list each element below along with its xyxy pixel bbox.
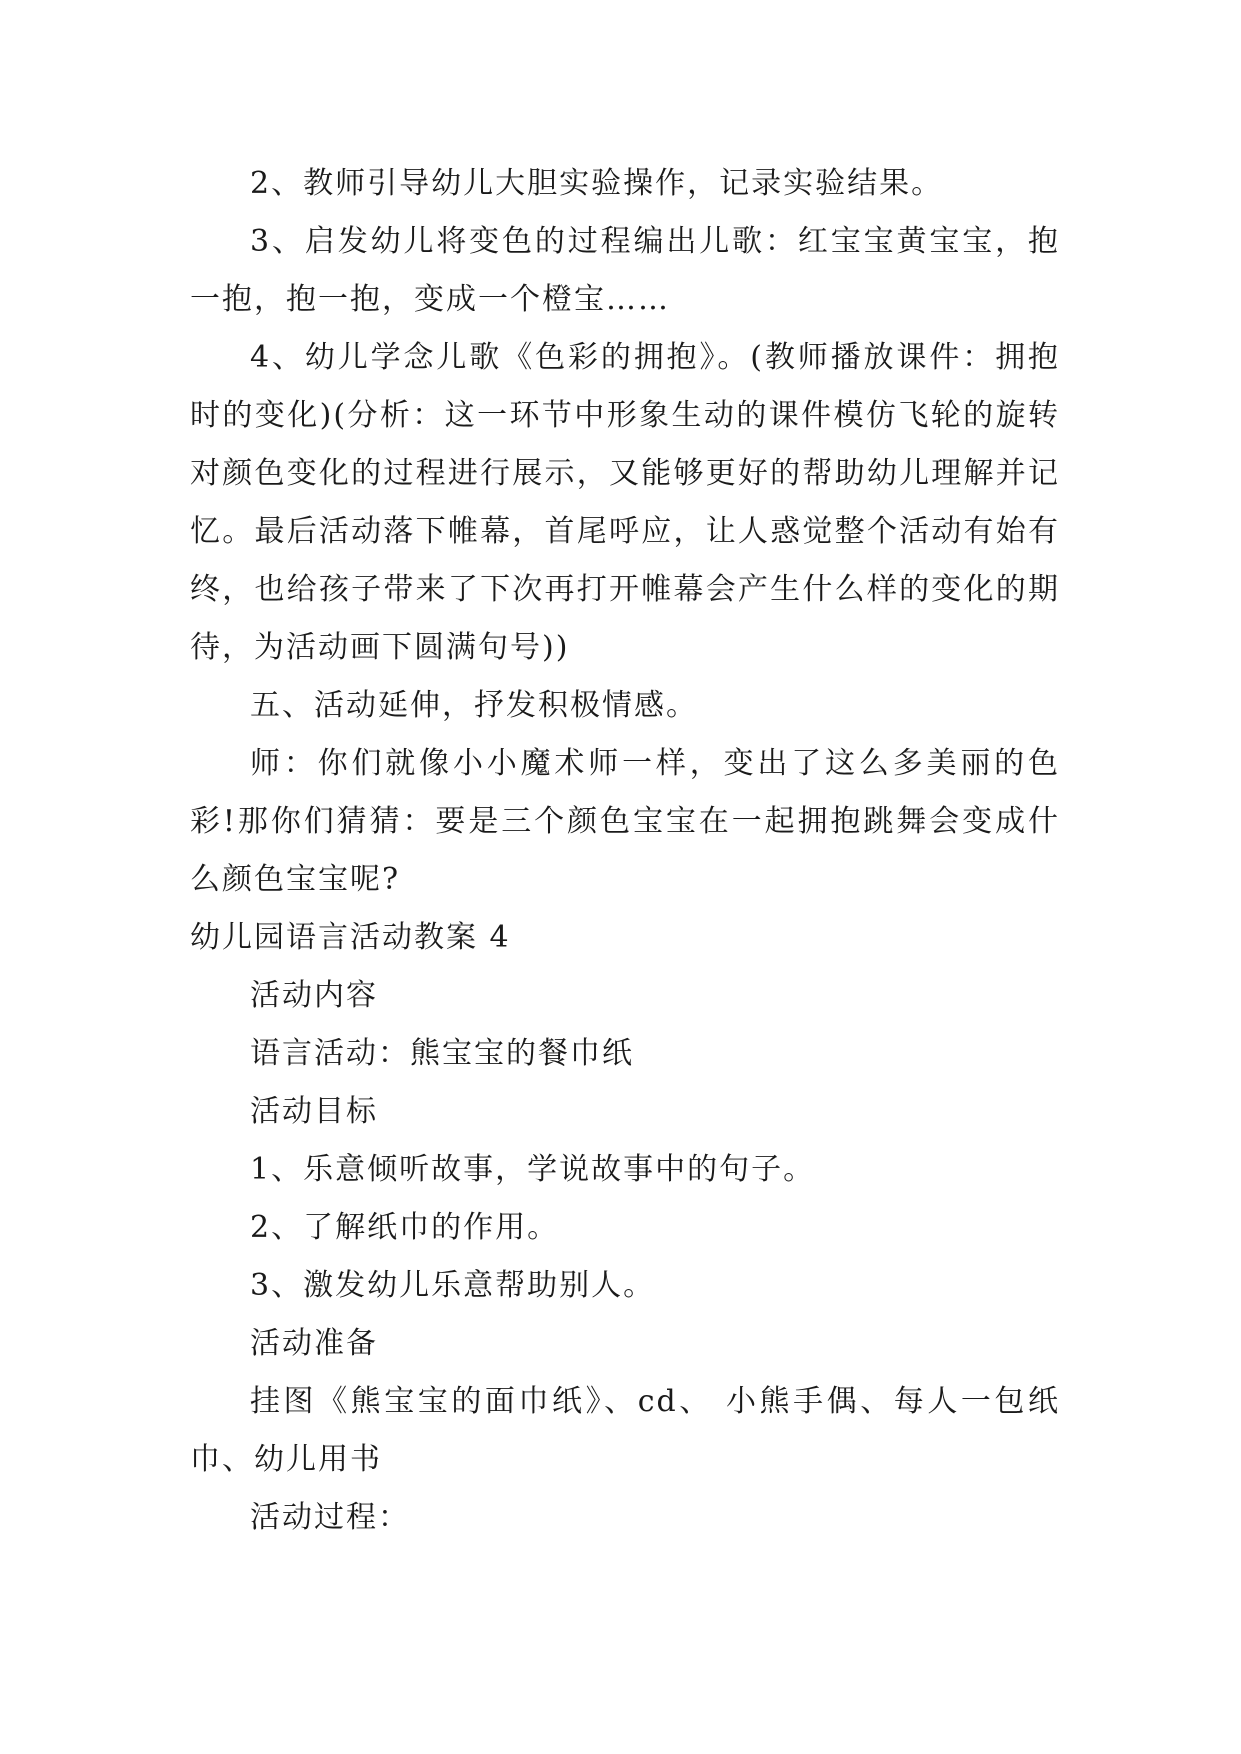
paragraph-materials: 挂图《熊宝宝的面巾纸》、cd、 小熊手偶、每人一包纸巾、幼儿用书 [190,1384,1060,1477]
goal-item-2: 2、了解纸巾的作用。 [250,1210,560,1245]
label-activity-goals: 活动目标 [250,1094,378,1129]
label-activity-preparation: 活动准备 [250,1326,378,1361]
paragraph-section-five: 五、活动延伸，抒发积极情感。 [250,688,698,723]
lesson-plan-heading: 幼儿园语言活动教案 4 [190,920,511,955]
paragraph-step-2: 2、教师引导幼儿大胆实验操作，记录实验结果。 [250,166,944,201]
label-activity-process: 活动过程： [250,1500,410,1535]
paragraph-activity-name: 语言活动：熊宝宝的餐巾纸 [250,1036,634,1071]
document-page [190,155,1060,1547]
goal-item-1: 1、乐意倾听故事，学说故事中的句子。 [250,1152,816,1187]
paragraph-step-4: 4、幼儿学念儿歌《色彩的拥抱》。(教师播放课件：拥抱时的变化)(分析：这一环节中形象生动的课件模仿飞轮的旋转对颜色变化的过程进行展示，又能够更好的帮助幼儿理解并记忆。最后活动落下帷幕，首尾呼应，让人惑觉整个活动有始有终，也给孩子带来了下次再打开帷幕会产生什么样的变化的期待，为活动画下圆满句号)) [190,340,1060,665]
label-activity-content: 活动内容 [250,978,378,1013]
paragraph-step-3: 3、启发幼儿将变色的过程编出儿歌：红宝宝黄宝宝，抱一抱，抱一抱，变成一个橙宝…… [190,224,1060,317]
goal-item-3: 3、激发幼儿乐意帮助别人。 [250,1268,656,1303]
paragraph-teacher-quote: 师：你们就像小小魔术师一样，变出了这么多美丽的色彩!那你们猜猜：要是三个颜色宝宝在一起拥抱跳舞会变成什么颜色宝宝呢? [190,746,1060,897]
